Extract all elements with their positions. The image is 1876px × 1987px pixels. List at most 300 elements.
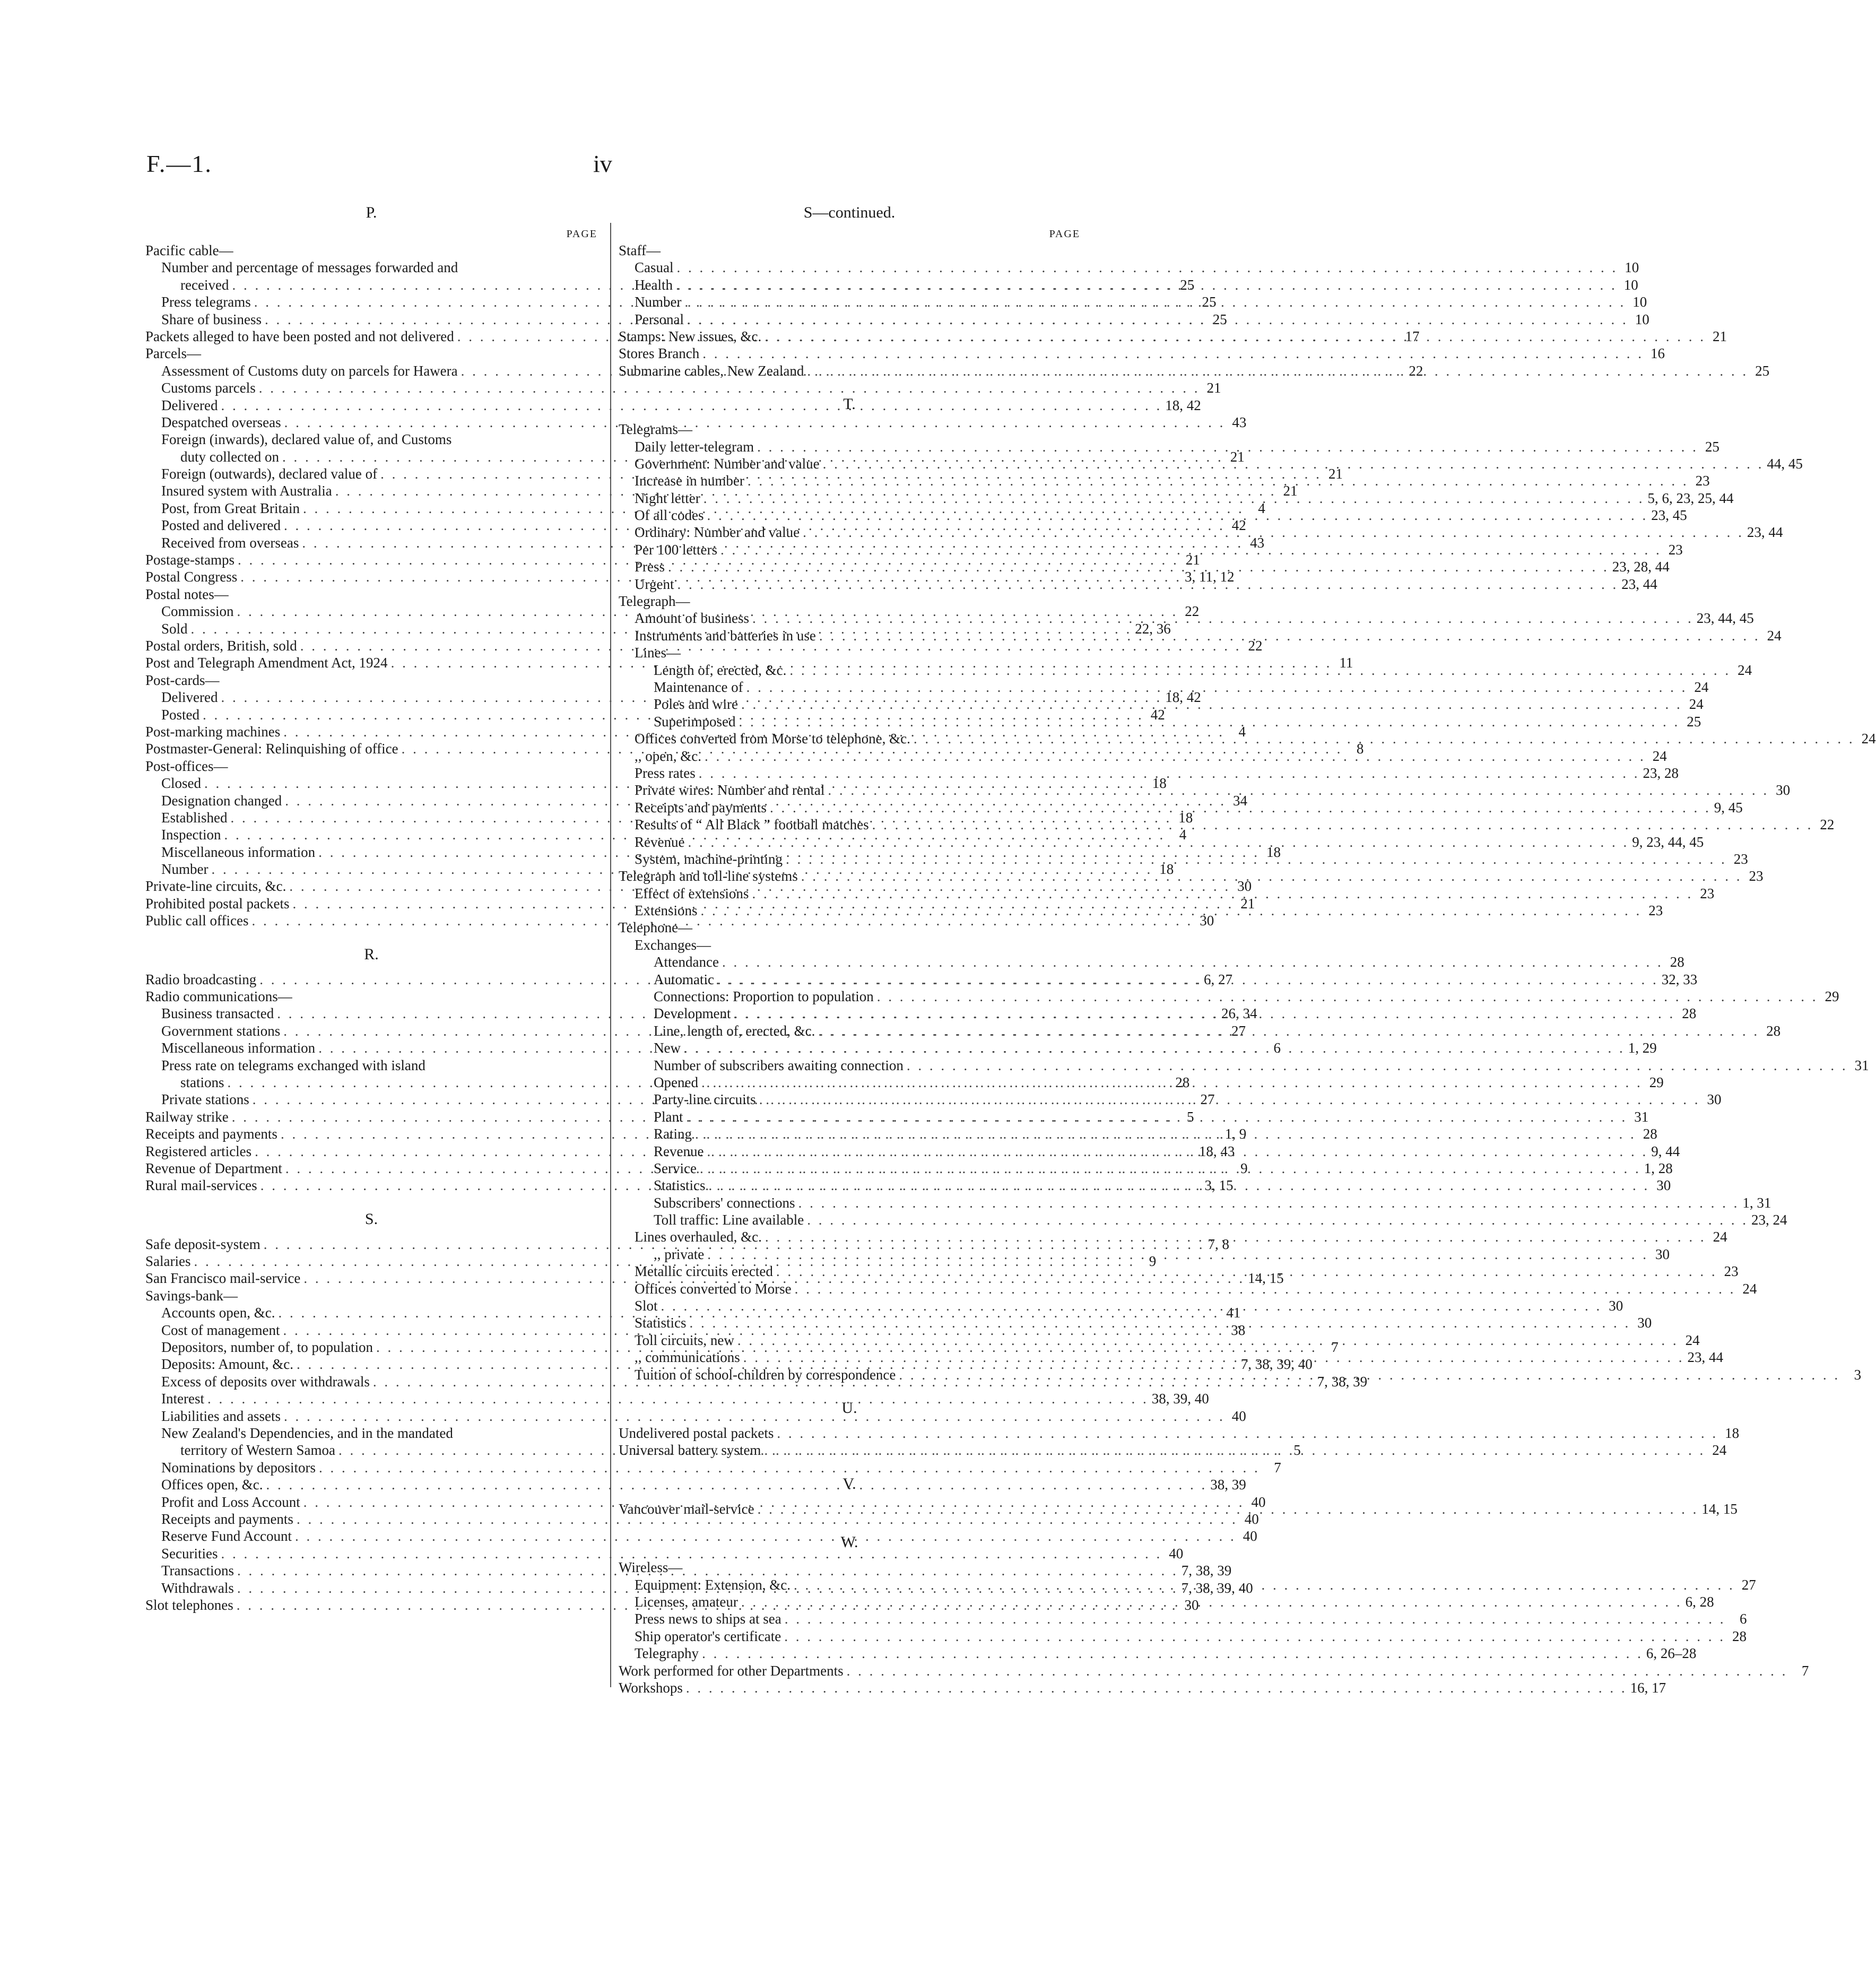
entry-label: Results of “ All Black ” football matches	[635, 817, 869, 833]
entry-page-ref: 21	[1206, 380, 1221, 396]
entry-page-ref: 23, 44, 45	[1696, 610, 1754, 627]
index-entry	[619, 1628, 1747, 1645]
entry-label: Postal Congress	[145, 569, 238, 585]
entry-label: Development	[654, 1005, 731, 1022]
entry-label: Ordinary: Number and value	[635, 524, 800, 541]
entry-page-ref: 18, 42	[1165, 397, 1201, 413]
entry-page-ref: 30	[1656, 1177, 1671, 1194]
entry-page-ref: 28	[1732, 1628, 1747, 1644]
entry-label: Receipts and payments	[635, 799, 767, 815]
entry-label: ,, private	[654, 1246, 705, 1262]
entry-page-ref: 7, 38, 39, 40	[1240, 1356, 1313, 1373]
leader-dots	[681, 1039, 1628, 1056]
entry-label: Party-line circuits	[654, 1091, 756, 1108]
leader-dots	[696, 765, 1643, 782]
index-entry	[619, 507, 1687, 524]
leader-dots	[719, 953, 1666, 970]
entry-page-ref: 1, 29	[1628, 1040, 1657, 1056]
entry-page-ref: 14, 15	[1248, 1270, 1284, 1287]
entry-page-ref: 3, 15	[1204, 1177, 1234, 1194]
entry-label: Posted and delivered	[161, 517, 281, 534]
entry-label: Savings-bank—	[145, 1287, 238, 1304]
entry-label: Telegraphy	[635, 1645, 699, 1662]
index-entry	[619, 1108, 1649, 1125]
entry-page-ref: 40	[1231, 1408, 1246, 1424]
entry-label: Equipment: Extension, &c.	[635, 1576, 791, 1593]
index-entry	[145, 397, 1201, 414]
leader-dots	[816, 627, 1764, 644]
entry-label: Ship operator's certificate	[635, 1628, 781, 1644]
leader-dots	[692, 1125, 1639, 1142]
entry-label: Of all codes	[635, 507, 704, 524]
index-entry	[619, 259, 1639, 276]
entry-label: Number of subscribers awaiting connection	[654, 1057, 904, 1073]
index-entry	[145, 988, 597, 1005]
entry-label: ,, open, &c.	[635, 748, 701, 764]
entry-page-ref: 24	[1861, 731, 1876, 747]
entry-page-ref: 6	[1273, 1040, 1281, 1056]
entry-page-ref: 11	[1339, 655, 1353, 671]
entry-page-ref: 7, 38, 39	[1181, 1563, 1232, 1579]
entry-page-ref: 34	[1232, 792, 1247, 809]
entry-label: Maintenance of	[654, 679, 743, 695]
leader-dots	[749, 610, 1697, 627]
leader-dots	[658, 1297, 1605, 1314]
entry-page-ref: 9	[1240, 1160, 1248, 1176]
entry-label: Telephone—	[619, 919, 693, 936]
index-entry	[145, 1057, 597, 1074]
leader-dots	[781, 1628, 1729, 1645]
entry-label: Post, from Great Britain	[161, 500, 300, 516]
entry-page-ref: 18	[1159, 861, 1174, 878]
entry-label: Profit and Loss Account	[161, 1494, 300, 1510]
leader-dots	[815, 1022, 1762, 1039]
entry-page-ref: 9	[1149, 1253, 1157, 1270]
entry-label: Posted	[161, 706, 200, 723]
leader-dots	[665, 558, 1612, 575]
entry-label: received	[180, 276, 229, 293]
leader-dots	[738, 696, 1686, 713]
entry-label: Metallic circuits erected	[635, 1263, 773, 1280]
entry-label: Number and percentage of messages forwarded and	[161, 259, 458, 276]
entry-label: ,, communications	[635, 1349, 740, 1366]
leader-dots	[773, 1263, 1721, 1280]
entry-label: Receipts and payments	[161, 1511, 293, 1527]
leader-dots	[684, 311, 1631, 328]
entry-page-ref: 9, 44	[1651, 1143, 1680, 1159]
leader-dots	[687, 1314, 1634, 1331]
leader-dots	[700, 490, 1648, 507]
leader-dots	[824, 782, 1772, 799]
index-entry	[619, 1057, 1869, 1074]
entry-page-ref: 14, 15	[1701, 1500, 1738, 1517]
entry-page-ref: 28	[1643, 1126, 1657, 1142]
entry-label: Established	[161, 809, 228, 826]
entry-page-ref: 30	[1609, 1298, 1623, 1314]
leader-dots	[820, 455, 1767, 472]
entry-label: Delivered	[161, 397, 218, 413]
entry-label: Cost of management	[161, 1322, 280, 1338]
entry-page-ref: 30	[1184, 1596, 1199, 1613]
entry-label: Work performed for other Departments	[619, 1662, 844, 1679]
index-entry	[619, 988, 1839, 1005]
entry-label: Lines overhauled, &c.	[635, 1229, 762, 1245]
leader-dots	[704, 1246, 1652, 1263]
entry-label: Securities	[161, 1545, 218, 1561]
entry-page-ref: 7	[1274, 1459, 1281, 1476]
entry-label: Tuition of school-children by correspondence	[635, 1366, 896, 1383]
entry-page-ref: 6, 27	[1203, 971, 1232, 987]
leader-dots	[699, 345, 1647, 362]
entry-label: New Zealand's Dependencies, and in the mandated	[161, 1425, 453, 1441]
entry-label: Registered articles	[145, 1143, 252, 1159]
entry-label: Miscellaneous information	[161, 1040, 316, 1056]
leader-dots	[804, 362, 1751, 379]
entry-page-ref: 23, 44	[1687, 1349, 1723, 1366]
entry-label: Delivered	[161, 689, 218, 706]
entry-label: Offices open, &c.	[161, 1477, 263, 1493]
entry-page-ref: 18	[1152, 775, 1167, 792]
entry-page-ref: 21	[1185, 552, 1200, 568]
leader-dots	[792, 1280, 1739, 1297]
entry-page-ref: 22	[1820, 817, 1835, 833]
entry-page-ref: 7, 8	[1208, 1236, 1229, 1252]
index-entry	[619, 1246, 1670, 1263]
entry-page-ref: 25	[1212, 311, 1227, 327]
entry-label: Packets alleged to have been posted and not delivered	[145, 328, 454, 344]
entry-label: Vancouver mail-service	[619, 1500, 754, 1517]
entry-page-ref: 6	[1739, 1611, 1747, 1627]
entry-page-ref: 21	[1240, 895, 1255, 912]
entry-page-ref: 30	[1707, 1091, 1722, 1108]
leader-dots	[681, 293, 1629, 310]
entry-page-ref: 1, 28	[1644, 1160, 1673, 1176]
entry-label: Automatic	[654, 971, 714, 987]
entry-page-ref: 38, 39, 40	[1151, 1391, 1209, 1407]
entry-page-ref: 23	[1668, 541, 1683, 558]
leader-dots	[736, 713, 1683, 730]
entry-label: Radio communications—	[145, 988, 292, 1005]
entry-page-ref: 25	[1687, 713, 1701, 730]
entry-label: Public call offices	[145, 913, 249, 929]
leader-dots	[844, 1662, 1791, 1679]
entry-page-ref: 18, 42	[1165, 689, 1201, 706]
section-heading-u: U.	[841, 1399, 857, 1417]
entry-label: Service	[654, 1160, 697, 1176]
leader-dots	[683, 1679, 1630, 1696]
leader-dots	[767, 799, 1714, 816]
leader-dots	[910, 730, 1858, 747]
entry-page-ref: 7	[1801, 1662, 1809, 1679]
entry-label: Effect of extensions	[635, 885, 749, 901]
leader-dots	[869, 816, 1817, 833]
entry-label: Statistics	[654, 1177, 706, 1194]
leader-dots	[774, 1425, 1721, 1442]
entry-label: Exchanges—	[635, 936, 711, 953]
entry-label: Deposits: Amount, &c.	[161, 1356, 293, 1373]
section-heading-v: V.	[843, 1474, 856, 1493]
entry-label: Telegraph and toll-line systems	[619, 868, 798, 884]
leader-dots	[697, 1160, 1644, 1177]
entry-page-ref: 25	[1705, 438, 1719, 455]
entry-page-ref: 10	[1632, 294, 1647, 310]
index-entry	[145, 1408, 1246, 1425]
entry-page-ref: 5, 6, 23, 25, 44	[1647, 490, 1734, 506]
entry-page-ref: 22, 36	[1135, 620, 1171, 637]
entry-page-ref: 10	[1625, 259, 1639, 276]
entry-label: Per 100 letters	[635, 541, 717, 558]
entry-label: Private wires: Number and rental	[635, 782, 825, 799]
index-entry	[619, 730, 1876, 747]
index-entry	[619, 644, 1080, 661]
entry-label: Railway strike	[145, 1108, 229, 1125]
index-entry	[145, 1528, 1257, 1545]
entry-page-ref: 23, 28	[1643, 765, 1679, 781]
entry-label: Subscribers' connections	[654, 1194, 795, 1211]
entry-label: Reserve Fund Account	[161, 1528, 292, 1545]
index-entry	[619, 1280, 1757, 1297]
index-entry	[145, 672, 597, 689]
entry-page-ref: 23	[1724, 1263, 1739, 1280]
leader-dots	[717, 541, 1665, 558]
entry-page-ref: 25	[1202, 294, 1217, 310]
index-entry	[145, 1425, 597, 1442]
index-entry	[619, 1662, 1809, 1679]
entry-page-ref: 18	[1178, 809, 1193, 826]
entry-label: Connections: Proportion to population	[654, 988, 874, 1005]
entry-page-ref: 28	[1766, 1022, 1781, 1039]
entry-label: Withdrawals	[161, 1580, 234, 1596]
entry-label: stations	[180, 1074, 224, 1090]
entry-label: Plant	[654, 1108, 683, 1125]
entry-label: Closed	[161, 775, 202, 792]
entry-page-ref: 40	[1169, 1545, 1184, 1561]
entry-label: Staff—	[619, 242, 661, 258]
section-heading-r: R.	[364, 945, 379, 963]
index-entry	[619, 345, 1665, 362]
entry-label: Night letter	[635, 490, 700, 506]
entry-page-ref: 9, 23, 44, 45	[1632, 834, 1704, 850]
index-entry	[145, 345, 597, 362]
section-heading-t: T.	[843, 395, 856, 413]
entry-page-ref: 1, 9	[1224, 1126, 1247, 1142]
leader-dots	[761, 328, 1709, 345]
index-entry	[619, 242, 1080, 259]
column-divider	[610, 223, 611, 1687]
entry-label: Revenue	[654, 1143, 704, 1159]
entry-label: Revenue of Department	[145, 1160, 282, 1176]
entry-label: Miscellaneous information	[161, 844, 316, 860]
leader-dots	[798, 867, 1745, 884]
leader-dots	[744, 472, 1692, 489]
leader-dots	[804, 1211, 1751, 1228]
leader-dots	[714, 971, 1662, 988]
leader-dots	[795, 1194, 1743, 1211]
entry-page-ref: 38	[1231, 1322, 1246, 1338]
entry-label: Customs parcels	[161, 380, 256, 396]
leader-dots	[896, 1366, 1843, 1383]
entry-label: Post and Telegraph Amendment Act, 1924	[145, 655, 388, 671]
leader-dots	[674, 259, 1621, 276]
entry-page-ref: 9, 45	[1714, 799, 1743, 815]
entry-label: Received from overseas	[161, 534, 299, 551]
entry-page-ref: 6, 26–28	[1646, 1645, 1697, 1662]
entry-label: Parcels—	[145, 345, 201, 362]
leader-dots	[761, 1442, 1708, 1459]
entry-label: Pacific cable—	[145, 242, 233, 258]
entry-label: Excess of deposits over withdrawals	[161, 1373, 370, 1390]
index-entry	[145, 586, 597, 603]
index-entry	[145, 259, 597, 276]
entry-label: Health	[635, 276, 673, 293]
entry-label: Depositors, number of, to population	[161, 1339, 373, 1356]
entry-page-ref: 23, 24	[1751, 1212, 1787, 1228]
index-entry	[619, 593, 1080, 610]
index-entry	[145, 379, 1221, 396]
entry-label: Post-offices—	[145, 758, 228, 774]
entry-label: Lines—	[635, 645, 681, 661]
leader-dots	[756, 1091, 1704, 1108]
leader-dots	[673, 276, 1620, 293]
entry-label: Rating	[654, 1126, 692, 1142]
entry-label: Workshops	[619, 1679, 683, 1696]
entry-page-ref: 3, 11, 12	[1185, 569, 1235, 585]
entry-page-ref: 5	[1186, 1108, 1194, 1125]
entry-label: Sold	[161, 620, 188, 637]
leader-dots	[800, 524, 1747, 541]
entry-label: Post-marking machines	[145, 723, 281, 740]
leader-dots	[762, 1228, 1709, 1245]
index-entry	[145, 1545, 1184, 1562]
leader-dots	[704, 507, 1651, 524]
entry-label: Transactions	[161, 1563, 234, 1579]
entry-page-ref: 21	[1230, 448, 1245, 465]
entry-label: Wireless—	[619, 1559, 683, 1576]
entry-label: Business transacted	[161, 1005, 274, 1022]
entry-label: Radio broadcasting	[145, 971, 257, 987]
entry-label: Government: Number and value	[635, 455, 820, 472]
leader-dots	[731, 1005, 1678, 1022]
entry-page-ref: 42	[1231, 517, 1246, 534]
leader-dots	[791, 1576, 1738, 1593]
index-entry	[145, 431, 597, 448]
entry-page-ref: 30	[1200, 913, 1214, 929]
document-reference: F.—1.	[146, 150, 212, 177]
entry-label: Extensions	[635, 903, 698, 919]
entry-label: System, machine-printing	[635, 851, 783, 867]
entry-label: Amount of business	[635, 610, 749, 627]
entry-page-ref: 23, 44	[1621, 576, 1657, 592]
entry-page-ref: 38, 39	[1210, 1477, 1246, 1493]
index-entry	[619, 1425, 1740, 1442]
entry-label: Press	[635, 559, 665, 575]
entry-page-ref: 18	[1266, 844, 1281, 860]
leader-dots	[743, 679, 1691, 696]
entry-label: Instruments and batteries in use	[635, 627, 816, 644]
entry-label: Accounts open, &c.	[161, 1305, 275, 1321]
entry-label: Share of business	[161, 311, 262, 327]
entry-page-ref: 25	[1755, 362, 1770, 379]
index-entry	[619, 1039, 1657, 1056]
entry-label: Prohibited postal packets	[145, 895, 290, 912]
entry-page-ref: 16, 17	[1630, 1679, 1666, 1696]
entry-page-ref: 32, 33	[1661, 971, 1698, 987]
entry-label: Licenses, amateur	[635, 1593, 738, 1610]
entry-page-ref: 24	[1713, 1229, 1727, 1245]
leader-dots	[754, 1500, 1702, 1517]
section-heading-s-continued: S—continued.	[803, 204, 896, 221]
entry-label: Press rate on telegrams exchanged with island	[161, 1057, 425, 1073]
entry-label: San Francisco mail-service	[145, 1270, 301, 1287]
entry-page-ref: 6, 28	[1685, 1593, 1714, 1610]
entry-label: Submarine cables, New Zealand	[619, 362, 804, 379]
entry-label: Despatched overseas	[161, 414, 281, 430]
entry-page-ref: 30	[1655, 1246, 1670, 1262]
entry-page-ref: 43	[1232, 414, 1247, 430]
entry-label: Post-cards—	[145, 672, 220, 688]
entry-label: Poles and wire	[654, 696, 738, 713]
entry-page-ref: 18	[1725, 1425, 1740, 1441]
entry-page-ref: 23	[1733, 851, 1748, 867]
entry-label: Government stations	[161, 1022, 281, 1039]
leader-dots	[674, 576, 1622, 593]
entry-page-ref: 31	[1634, 1108, 1649, 1125]
entry-label: New	[654, 1040, 681, 1056]
entry-page-ref: 7	[1331, 1339, 1339, 1356]
entry-label: Insured system with Australia	[161, 483, 332, 499]
entry-label: Toll traffic: Line available	[654, 1212, 804, 1228]
entry-label: Offices converted from Morse to telephone, &c.	[635, 731, 910, 747]
entry-page-ref: 23	[1700, 885, 1715, 901]
index-entry	[145, 758, 597, 775]
leader-dots	[738, 1593, 1686, 1610]
entry-label: Personal	[635, 311, 684, 327]
entry-label: Toll circuits, new	[635, 1332, 734, 1348]
index-entry	[619, 1332, 1700, 1349]
entry-label: Telegrams—	[619, 421, 693, 438]
entry-page-ref: 16	[1650, 345, 1665, 362]
index-entry	[145, 1390, 1209, 1407]
leader-dots	[701, 748, 1649, 765]
page-number: iv	[593, 150, 612, 177]
index-entry	[619, 953, 1684, 970]
entry-label: Nominations by depositors	[161, 1459, 316, 1476]
entry-label: Liabilities and assets	[161, 1408, 281, 1424]
entry-page-ref: 28	[1670, 954, 1684, 970]
entry-page-ref: 24	[1767, 627, 1782, 644]
entry-label: Stamps: New issues, &c.	[619, 328, 762, 344]
entry-page-ref: 24	[1742, 1280, 1757, 1297]
entry-page-ref: 22	[1185, 603, 1200, 620]
entry-label: Universal battery system	[619, 1442, 761, 1459]
entry-label: territory of Western Samoa	[180, 1442, 335, 1459]
entry-page-ref: 4	[1179, 827, 1187, 843]
entry-label: Opened	[654, 1074, 698, 1090]
index-entry	[619, 1610, 1747, 1627]
entry-page-ref: 28	[1682, 1005, 1697, 1022]
entry-label: Private-line circuits, &c.	[145, 878, 286, 895]
entry-page-ref: 7, 38, 39	[1317, 1373, 1368, 1390]
section-heading-p: P.	[366, 204, 377, 221]
index-entry	[619, 1679, 1666, 1696]
entry-label: Slot	[635, 1298, 658, 1314]
entry-page-ref: 23	[1695, 473, 1710, 489]
leader-dots	[786, 662, 1734, 679]
entry-page-ref: 21	[1283, 483, 1298, 499]
entry-label: Foreign (inwards), declared value of, and Customs	[161, 431, 452, 448]
leader-dots	[754, 438, 1701, 455]
entry-page-ref: 30	[1637, 1315, 1652, 1331]
